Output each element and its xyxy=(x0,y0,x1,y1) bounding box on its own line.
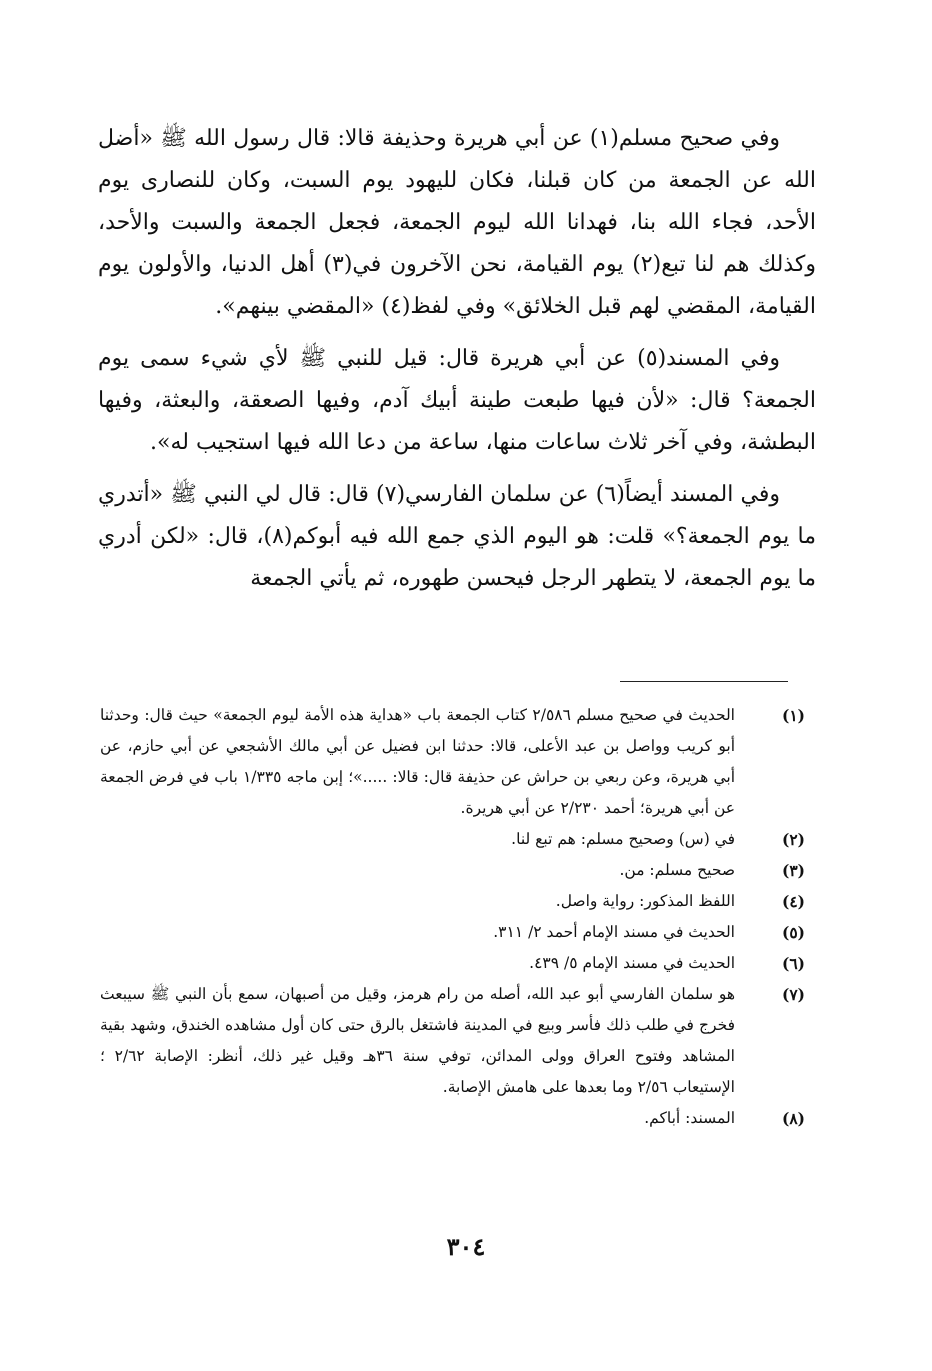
footnote-5 xyxy=(100,917,805,948)
footnote-number: (٥) xyxy=(781,923,805,942)
footnote-number: (٧) xyxy=(781,985,805,1004)
footnote-3 xyxy=(100,855,805,886)
footnote-number: (٢) xyxy=(781,830,805,849)
footnote-text: في (س) وصحيح مسلم: هم تبع لنا. xyxy=(511,830,735,848)
footnote-text: الحديث في صحيح مسلم ٢/٥٨٦ كتاب الجمعة باب «هداية هذه الأمة ليوم الجمعة» حيث قال: وحدثنا أبو كريب وواصل بن عبد الأعلى، قالا: حدثنا ابن فضيل عن أبي مالك الأشجعي عن أبي حازم، عن أبي هريرة، وعن ربعي بن حراش عن حذيفة قال: قالا: .....»؛ إبن ماجه ١/٣٣٥ باب في فرض الجمعة عن أبي هريرة؛ أحمد ٢/٢٣٠ عن أبي هريرة. xyxy=(100,706,735,817)
footnote-2 xyxy=(100,824,805,855)
paragraph-2: وفي المسند(٥) عن أبي هريرة قال: قيل للنبي ﷺ لأي شيء سمى يوم الجمعة؟ قال: «لأن فيها طبعت طينة أبيك آدم، وفيها الصعقة، والبعثة، وفيها البطشة، وفي آخر ثلاث ساعات منها، ساعة من دعا الله فيها استجيب له». xyxy=(98,346,816,455)
footnote-8 xyxy=(100,1103,805,1134)
footnote-text: صحيح مسلم: من. xyxy=(619,861,735,879)
footnote-text: الحديث في مسند الإمام أحمد ٢/ ٣١١. xyxy=(493,923,735,941)
footnote-number: (٤) xyxy=(781,892,805,911)
footnote-text: الحديث في مسند الإمام ٥/ ٤٣٩. xyxy=(529,954,735,972)
footnote-number: (٣) xyxy=(781,861,805,880)
main-text xyxy=(98,118,816,610)
footnote-divider xyxy=(620,681,788,682)
footnote-text: المسند: أباكم. xyxy=(644,1109,735,1127)
footnote-4 xyxy=(100,886,805,917)
footnote-7 xyxy=(100,979,805,1103)
footnote-number: (٨) xyxy=(781,1109,805,1128)
footnote-text: هو سلمان الفارسي أبو عبد الله، أصله من رام هرمز، وقيل من أصبهان، سمع بأن النبي ﷺ سيبعث فخرج في طلب ذلك فأسر وبيع في المدينة فاشتغل بالرق حتى كان أول مشاهده الخندق، وشهد بقية المشاهد وفتوح العراق وولى المدائن، توفي سنة ٣٦هـ وقيل غير ذلك، أنظر: الإصابة ٢/٦٢ ؛ الإستيعاب ٢/٥٦ وما بعدها على هامش الإصابة. xyxy=(100,985,735,1096)
footnote-number: (٦) xyxy=(781,954,805,973)
footnotes xyxy=(100,700,805,1134)
paragraph-3: وفي المسند أيضاً(٦) عن سلمان الفارسي(٧) قال: قال لي النبي ﷺ «أتدري ما يوم الجمعة؟» قلت: هو اليوم الذي جمع الله فيه أبوكم(٨)، قال: «لكن أدري ما يوم الجمعة، لا يتطهر الرجل فيحسن طهوره، ثم يأتي الجمعة xyxy=(98,482,816,591)
footnote-6 xyxy=(100,948,805,979)
paragraph-1: وفي صحيح مسلم(١) عن أبي هريرة وحذيفة قالا: قال رسول الله ﷺ «أضل الله عن الجمعة من كان قبلنا، فكان لليهود يوم السبت، وكان للنصارى يوم الأحد، فجاء الله بنا، فهدانا الله ليوم الجمعة، فجعل الجمعة والسبت والأحد، وكذلك هم لنا تبع(٢) يوم القيامة، نحن الآخرون في(٣) أهل الدنيا، والأولون يوم القيامة، المقضي لهم قبل الخلائق» وفي لفظ(٤) «المقضي بينهم». xyxy=(98,126,816,319)
footnote-1 xyxy=(100,700,805,824)
footnote-text: اللفظ المذكور: رواية واصل. xyxy=(555,892,735,910)
page-number: ٣٠٤ xyxy=(446,1232,486,1261)
footnote-number: (١) xyxy=(781,706,805,725)
